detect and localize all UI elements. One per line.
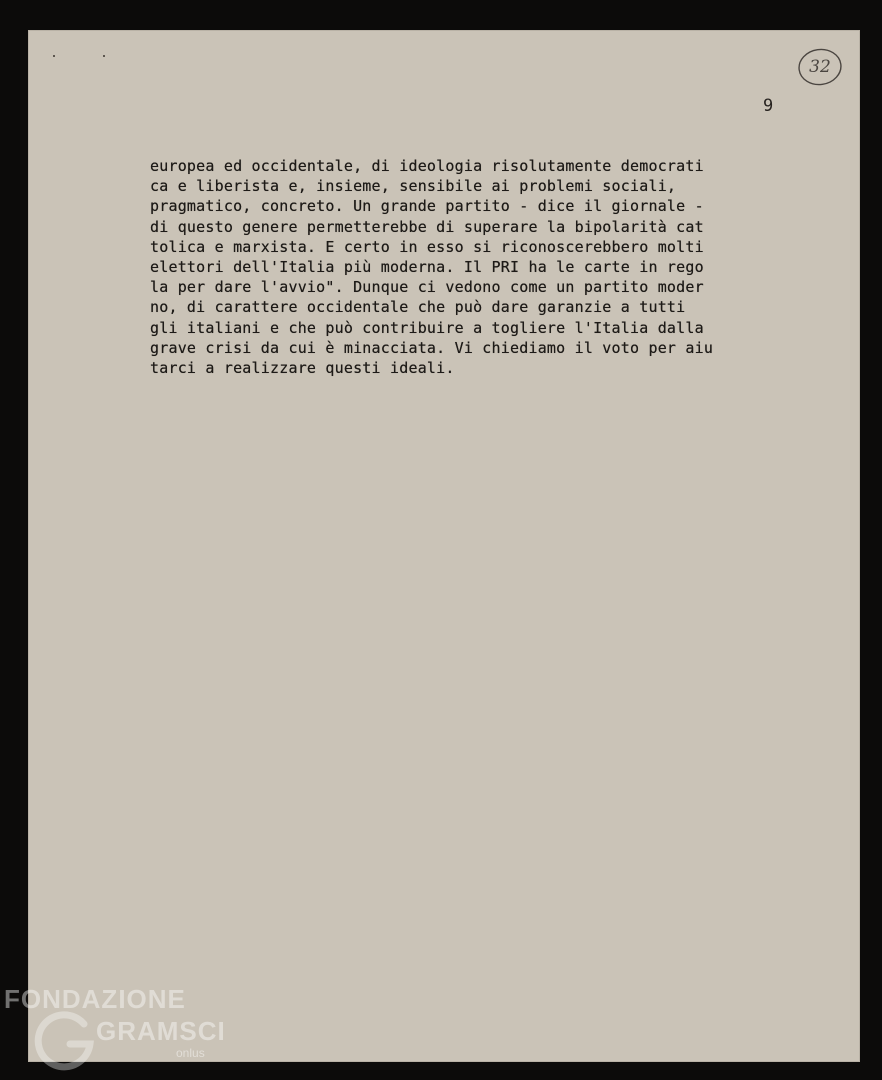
text-line: di questo genere permetterebbe di superare la bipolarità cat — [150, 217, 704, 236]
text-line: europea ed occidentale, di ideologia risolutamente democrati — [150, 157, 704, 175]
watermark-line1: FONDAZIONE — [4, 984, 186, 1014]
paper-speck — [53, 55, 55, 57]
text-line: tarci a realizzare questi ideali. — [150, 358, 455, 377]
typewritten-body — [150, 156, 790, 378]
text-line: elettori dell'Italia più moderna. Il PRI ha le carte in rego — [150, 257, 704, 276]
text-line: gli italiani e che può contribuire a togliere l'Italia dalla — [150, 318, 704, 337]
archive-stamp — [798, 48, 842, 86]
text-line: pragmatico, concreto. Un grande partito - dice il giornale - — [150, 197, 704, 216]
document-page — [28, 30, 860, 1062]
watermark-suffix: onlus — [176, 1046, 205, 1060]
paper-speck — [103, 55, 105, 57]
watermark-line2: GRAMSCI — [96, 1016, 226, 1046]
text-line: ca e liberista e, insieme, sensibile ai problemi sociali, — [150, 177, 677, 196]
text-line: tolica e marxista. E certo in esso si riconoscerebbero molti — [150, 237, 704, 256]
text-line: grave crisi da cui è minacciata. Vi chiediamo il voto per aiu — [150, 338, 714, 357]
text-line: no, di carattere occidentale che può dare garanzie a tutti — [150, 298, 686, 317]
text-line: la per dare l'avvio". Dunque ci vedono come un partito moder — [150, 278, 704, 297]
gramsci-logo-icon — [34, 1010, 96, 1072]
archive-stamp-number: 32 — [809, 57, 831, 77]
page-number: 9 — [763, 96, 774, 116]
fondazione-gramsci-watermark — [0, 984, 230, 1080]
